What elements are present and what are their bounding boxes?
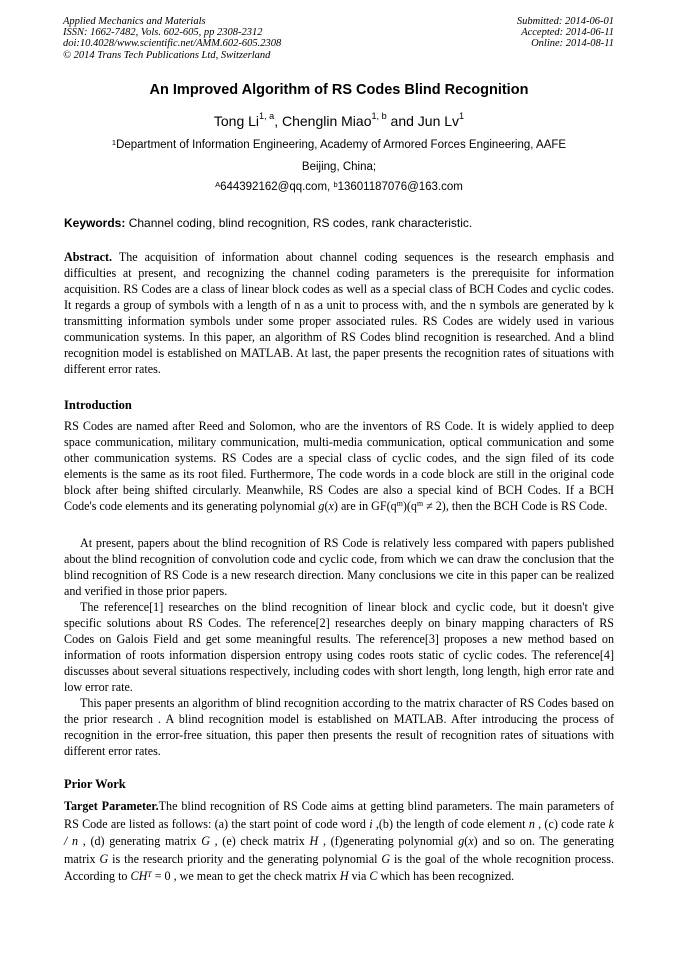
affiliation-dept-text: Department of Information Engineering, Academy of Armored Forces Engineering, AAFE (116, 139, 567, 151)
author-superscript: 1 (459, 111, 465, 122)
pw-text: , (f)generating polynomial (318, 834, 459, 848)
email-link[interactable]: 13601187076@163.com (337, 181, 463, 193)
keywords-label: Keywords: (64, 216, 126, 230)
math-G: G (381, 851, 391, 866)
issn-line: ISSN: 1662-7482, Vols. 602-605, pp 2308-2312 (63, 27, 263, 39)
math-n: n (528, 816, 535, 831)
pw-text: and so on. The generating matrix (64, 834, 615, 866)
email-superscript: A (215, 179, 221, 189)
math-sup-m: m (416, 499, 424, 509)
intro-p1-text: RS Codes are named after Reed and Solomon, who are the inventors of RS Code. It is widely applied to deep space communication, military communication, multi-media communication, optical communication and some other communication systems. RS Codes are a special class of cyclic codes, and the sign filed of its code elements is the same as its root filed. Furthermore, The code words in a code block are still in the original code block after being shifted circularly. Meanwhile, RS Codes are also a special kind of BCH Codes. If a BCH Code's code elements and its generating polynomial (64, 419, 614, 513)
doi-line: doi:10.4028/www.scientific.net/AMM.602-605.2308 (63, 38, 282, 50)
pw-text: , (c) code rate (534, 816, 609, 831)
math-i: i (369, 816, 373, 831)
journal-header (63, 16, 281, 61)
intro-p1-mid2: )(q (402, 499, 417, 513)
author-conjunction: and (390, 113, 414, 129)
math-g: g (458, 834, 465, 848)
math-H: H (309, 834, 319, 848)
author-superscript: 1, a (259, 111, 275, 122)
author-name: Jun Lv (417, 113, 460, 129)
author-name: Chenglin Miao (281, 113, 372, 129)
pw-text: , (d) generating matrix (78, 834, 202, 848)
intro-paragraph-4: This paper presents an algorithm of blind recognition according to the matrix character of RS Codes based on the prior research . A blind recognition model is established on MATLAB. After introducing the process of recognition in the error-free situation, this paper then presents the result of recognition rates of situations with different error rates. (64, 696, 614, 758)
section-heading-introduction: Introduction (64, 398, 132, 412)
pw-text: The blind recognition of RS Code aims at getting blind parameters. The main parameters of RS Code are listed as follows: (a) the start point of code word (64, 799, 614, 831)
journal-name: Applied Mechanics and Materials (63, 16, 206, 27)
intro-p1-mid: are in GF(q (340, 499, 397, 513)
math-H: H (339, 869, 349, 883)
math-g: g (318, 499, 325, 513)
author-name: Tong Li (213, 113, 260, 129)
math-x: x (328, 499, 334, 513)
math-x: x (468, 834, 474, 848)
copyright-line: © 2014 Trans Tech Publications Ltd, Switzerland (63, 49, 271, 61)
author-list: Tong Li$^{1, a}$, Chenglin Miao$^{1, b}$ and Jun Lv$^1$ (213, 111, 465, 129)
math-sup-T: T (147, 870, 152, 880)
intro-p1-end: , then the BCH Code is RS Code. (445, 499, 608, 513)
target-parameter-label: Target Parameter. (64, 799, 159, 813)
intro-paragraph-2: At present, papers about the blind recognition of RS Code is relatively less compared with papers published about the blind recognition of convolution code and cyclic code, from which we can draw the conclusion that the blind recognition of RS Code is a new research direction. Many conclusions we cite in this paper can be realized and verified in those prior papers. (64, 536, 614, 598)
pw-text: , (e) check matrix (209, 834, 310, 848)
abstract-label: Abstract. (64, 250, 113, 264)
math-sup-m: m (396, 499, 403, 509)
affiliation-city: Beijing, China; (301, 161, 377, 173)
intro-paragraph-1: RS Codes are named after Reed and Solomon, who are the inventors of RS Code. It is widely applied to deep space communication, military communication, multi-media communication, optical communication and some other communication systems. RS Codes are a special class of cyclic codes, and the sign filed of its code elements is the same as its root filed. Furthermore, The code words in a code block are still in the original code block after being shifted circularly. Meanwhile, RS Codes are also a special kind of BCH Codes. If a BCH Code's code elements and its generating polynomial g(x) are in $GF(q^m)(q^m \ne 2)$, then the BCH Code is RS Code. (64, 419, 614, 513)
pw-text: is the goal of the whole recognition process. According to (64, 851, 614, 883)
email-superscript: b (333, 179, 338, 189)
section-heading-prior-work: Prior Work (64, 777, 126, 791)
pw-text: which has been recognized. (377, 869, 515, 883)
keywords-text: Channel coding, blind recognition, RS codes, rank characteristic. (128, 216, 473, 230)
math-G: G (201, 834, 210, 848)
math-CH: CH (130, 869, 148, 883)
online-date: Online: 2014-08-11 (531, 38, 614, 50)
submitted-date: Submitted: 2014-06-01 (516, 16, 614, 27)
intro-p1-neq: ≠ 2) (423, 499, 446, 513)
author-superscript: 1, b (371, 111, 387, 122)
abstract-text: The acquisition of information about channel coding sequences is the research emphasis and difficulties at present, and recognizing the channel coding parameters is the prerequisite for information acquisition. RS Codes are a class of linear block codes as well as a special class of BCH Codes and cyclic codes. It regards a group of symbols with a length of n as a unit to process with, and the n symbols are generated by k transmitting information symbols under some proper associated rules. RS Codes are widely used in various communication systems. In this paper, an algorithm of RS Codes blind recognition is researched. And a blind recognition model is established on MATLAB. At last, the paper presents the recognition rates of situations with different error rates. (64, 250, 614, 376)
math-eq-zero: = 0 (151, 869, 171, 883)
email-link[interactable]: 644392162@qq.com, (220, 181, 331, 193)
prior-work-paragraph: Target Parameter.The blind recognition of RS Code aims at getting blind parameters. The main parameters of RS Code are listed as follows: (a) the start point of code word i ,(b) the length of code element n , (c) code rate k / n , (d) generating matrix G , (e) check matrix H , (f)generating polynomial g(x) and so on. The generating matrix G is the research priority and the generating polynomial G is the goal of the whole recognition process. According to $CH^T = 0$ , we mean to get the check matrix H via C which has been recognized. (64, 799, 615, 883)
accepted-date: Accepted: 2014-06-11 (521, 27, 614, 39)
intro-paragraph-3: The reference[1] researches on the blind recognition of linear block and cyclic code, but it doesn't give specific solutions about RS Codes. The reference[2] researches deeply on binary mapping characters of RS Codes on Galois Field and get some meaningful results. The reference[3] proposes a new method based on information of roots information dispersion entropy using codes roots static of cyclic codes. The reference[4] discusses about several situations respectively, including codes with short length, long length, high error rate and low error rate. (64, 600, 614, 694)
pw-text: via (348, 869, 370, 883)
math-G: G (99, 851, 109, 866)
pw-text: , we mean to get the check matrix (170, 869, 340, 883)
author-emails (0, 181, 678, 193)
math-C: C (369, 869, 378, 883)
paper-title: An Improved Algorithm of RS Codes Blind Recognition (149, 82, 529, 98)
affiliation-department (0, 139, 678, 151)
math-k-over-n: k / n (64, 816, 614, 848)
pw-text: is the research priority and the generating polynomial (108, 851, 382, 866)
keywords-line (64, 216, 614, 230)
pw-text: ,(b) the length of code element (372, 816, 529, 831)
affiliation-superscript: 1 (111, 137, 117, 147)
abstract-paragraph (64, 249, 614, 377)
dates-header (517, 16, 614, 50)
